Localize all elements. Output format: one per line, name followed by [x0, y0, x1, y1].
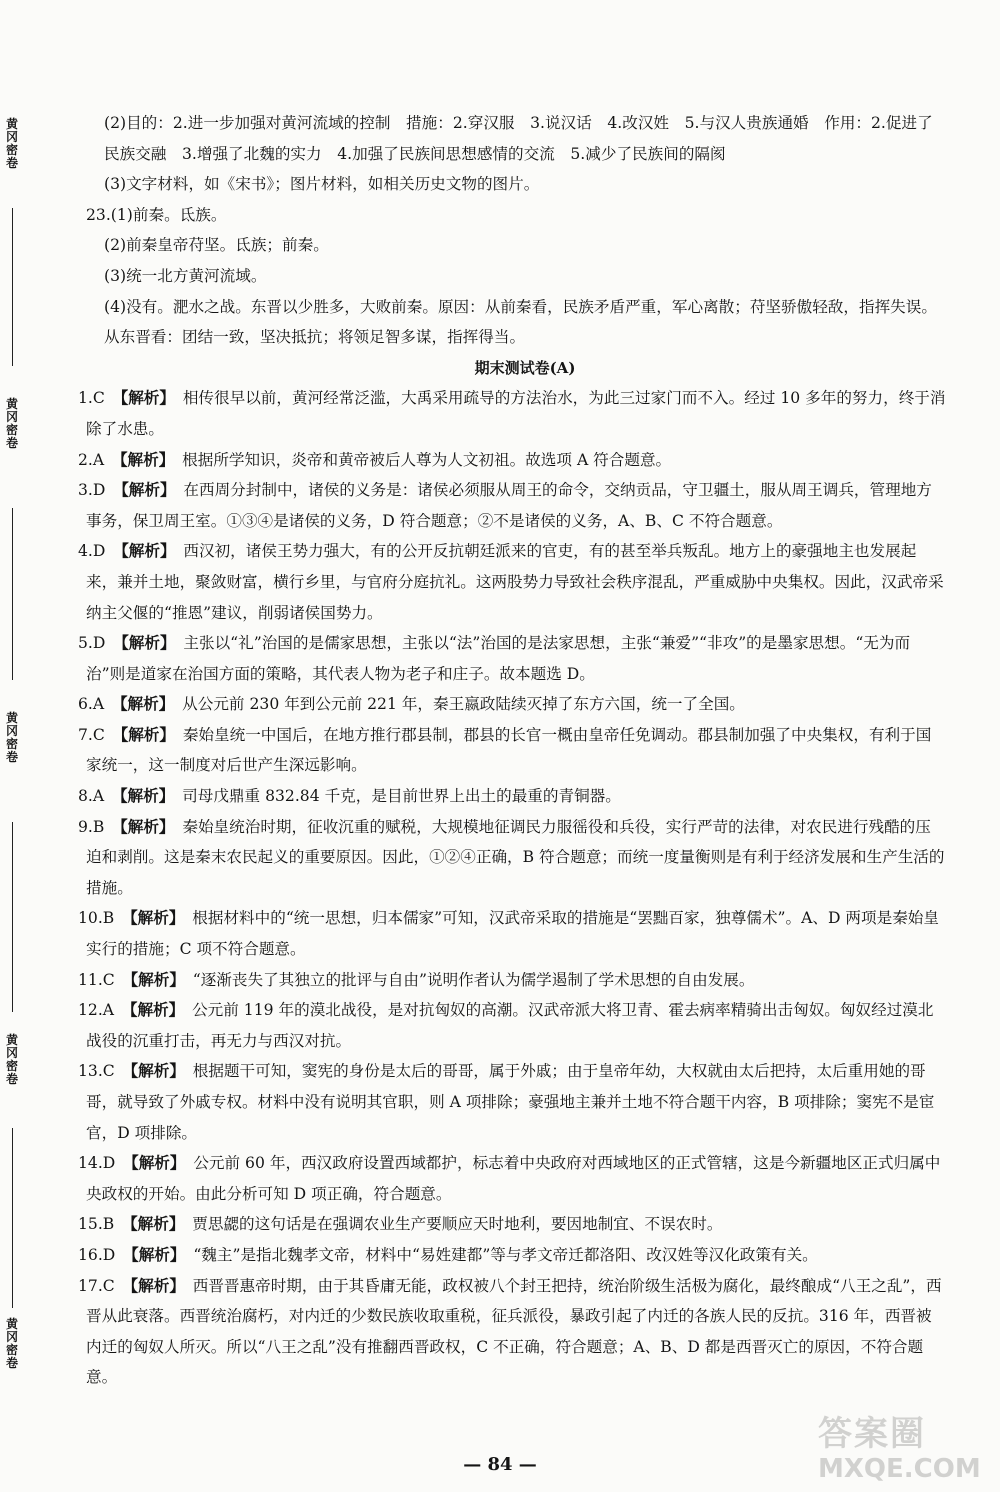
answer-line: (3)文字材料，如《宋书》；图片材料，如相关历史文物的图片。	[104, 175, 540, 194]
margin-label: 黄冈密卷	[5, 1033, 18, 1086]
margin-divider	[12, 208, 13, 366]
answer-number: 13.C	[78, 1062, 115, 1081]
analysis-text: 西汉初，诸侯王势力强大，有的公开反抗朝廷派来的官吏，有的甚至举兵叛乱。地方上的豪强地主也发展起来，兼并土地，聚敛财富，横行乡里，与官府分庭抗礼。这两股势力导致社会秩序混乱，严重威胁中央集权。因此，汉武帝采纳主父偃的“推恩”建议，削弱诸侯国势力。	[86, 542, 944, 622]
analysis-text: 秦始皇统治时期，征收沉重的赋税，大规模地征调民力服徭役和兵役，实行严苛的法律，对农民进行残酷的压迫和剥削。这是秦末农民起义的重要原因。因此，①②④正确，B 符合题意；而统一度量衡则是有利于经济发展和生产生活的措施。	[86, 817, 945, 897]
analysis-tag: 【解析】	[119, 694, 167, 714]
answer-item	[78, 812, 946, 904]
analysis-text: 从公元前 230 年到公元前 221 年，秦王嬴政陆续灭掉了东方六国，统一了全国。	[182, 695, 745, 714]
answer-number: 3.D	[78, 481, 106, 500]
answer-number: 15.B	[78, 1215, 115, 1234]
margin-divider	[12, 1128, 13, 1308]
analysis-text: 西晋晋惠帝时期，由于其昏庸无能，政权被八个封王把持，统治阶级生活极为腐化，最终酿成“八王之乱”，西晋从此衰落。西晋统治腐朽，对内迁的少数民族收取重税，征兵派役，暴政引起了内迁的各族人民的反抗。316 年，西晋被内迁的匈奴人所灭。所以“八王之乱”没有推翻西晋政权，C 不正确，符合题意；A、B、D 都是西晋灭亡的原因，不符合题意。	[86, 1276, 942, 1387]
analysis-tag: 【解析】	[120, 724, 168, 744]
answer-item	[78, 1056, 946, 1148]
analysis-text: “逐渐丧失了其独立的批评与自由”说明作者认为儒学遏制了学术思想的自由发展。	[192, 970, 755, 989]
answer-number: 11.C	[78, 970, 115, 989]
exam-title: 期末测试卷(A)	[474, 358, 576, 377]
analysis-text: 主张以“礼”治国的是儒家思想，主张以“法”治国的是法家思想，主张“兼爱”“非攻”的是墨家思想。“无为而治”则是道家在治国方面的策略，其代表人物为老子和庄子。故本题选 D。	[86, 634, 911, 683]
answer-item	[78, 1209, 946, 1240]
watermark-url: MXQE.COM	[818, 1454, 981, 1484]
analysis-text: 根据材料中的“统一思想，归本儒家”可知，汉武帝采取的措施是“罢黜百家，独尊儒术”。A、D 两项是秦始皇实行的措施；C 项不符合题意。	[86, 909, 939, 959]
answer-item	[78, 781, 946, 812]
answer-line: (3)统一北方黄河流域。	[104, 266, 267, 285]
answer-number: 1.C	[78, 389, 105, 408]
answer-item	[78, 628, 946, 689]
answer-item	[78, 903, 946, 964]
answer-item	[78, 965, 946, 996]
answer-number: 10.B	[78, 909, 115, 928]
margin-label: 黄冈密卷	[5, 117, 18, 170]
site-watermark	[818, 1414, 988, 1488]
analysis-text: 秦始皇统一中国后，在地方推行郡县制，郡县的长官一概由皇帝任免调动。郡县制加强了中央集权，有利于国家统一，这一制度对后世产生深远影响。	[86, 725, 932, 775]
answer-number: 9.B	[78, 817, 105, 836]
answer-number: 4.D	[78, 542, 106, 561]
analysis-tag: 【解析】	[130, 1244, 178, 1264]
answer-number: 2.A	[78, 450, 105, 469]
answer-number: 7.C	[78, 725, 105, 744]
analysis-text: 公元前 119 年的漠北战役，是对抗匈奴的高潮。汉武帝派大将卫青、霍去病率精骑出击匈奴。匈奴经过漠北战役的沉重打击，再无力与西汉对抗。	[86, 1001, 934, 1050]
analysis-tag: 【解析】	[130, 1061, 178, 1081]
analysis-tag: 【解析】	[129, 1000, 177, 1020]
margin-label: 黄冈密卷	[5, 711, 18, 764]
analysis-tag: 【解析】	[130, 969, 178, 989]
margin-divider	[12, 508, 13, 680]
analysis-text: 贾思勰的这句话是在强调农业生产要顺应天时地利，要因地制宜、不误农时。	[192, 1215, 723, 1234]
analysis-tag: 【解析】	[129, 908, 177, 928]
answer-number: 16.D	[78, 1245, 116, 1264]
page-number: — 84 —	[463, 1454, 537, 1475]
analysis-text: 根据所学知识，炎帝和黄帝被后人尊为人文初祖。故选项 A 符合题意。	[182, 450, 672, 469]
analysis-tag: 【解析】	[129, 1214, 177, 1234]
answer-line: (2)前秦皇帝苻坚。氐族；前秦。	[104, 236, 329, 255]
binding-margin	[0, 0, 26, 1492]
answer-number: 6.A	[78, 695, 105, 714]
analysis-text: 相传很早以前，黄河经常泛滥，大禹采用疏导的方法治水，为此三过家门而不入。经过 10 多年的努力，终于消除了水患。	[86, 389, 946, 438]
analysis-tag: 【解析】	[119, 786, 167, 806]
analysis-text: 在西周分封制中，诸侯的义务是：诸侯必须服从周王的命令，交纳贡品，守卫疆土，服从周王调兵，管理地方事务，保卫周王室。①③④是诸侯的义务，D 符合题意；②不是诸侯的义务，A、B、C 不符合题意。	[86, 481, 932, 530]
analysis-tag: 【解析】	[121, 633, 168, 653]
answer-item	[78, 720, 946, 781]
margin-divider	[12, 822, 13, 1012]
answer-item	[78, 536, 946, 628]
analysis-text: “魏主”是指北魏孝文帝，材料中“易姓建都”等与孝文帝迁都洛阳、改汉姓等汉化政策有关。	[193, 1245, 818, 1264]
analysis-text: 司母戊鼎重 832.84 千克，是目前世界上出土的最重的青铜器。	[182, 787, 621, 806]
watermark-logo-text: 答案圈	[818, 1414, 926, 1454]
margin-label: 黄冈密卷	[5, 397, 18, 450]
answer-item	[78, 475, 946, 536]
answer-number: 17.C	[78, 1276, 115, 1295]
answer-item	[78, 1148, 946, 1209]
analysis-tag: 【解析】	[119, 816, 167, 836]
analysis-tag: 【解析】	[121, 480, 168, 500]
analysis-tag: 【解析】	[130, 1275, 178, 1295]
answer-item	[78, 995, 946, 1056]
analysis-tag: 【解析】	[119, 449, 167, 469]
answer-list	[78, 383, 946, 1393]
answer-item	[78, 689, 946, 720]
answer-line: (4)没有。淝水之战。东晋以少胜多，大败前秦。原因：从前秦看，民族矛盾严重，军心离散；苻坚骄傲轻敌，指挥失误。从东晋看：团结一致，坚决抵抗；将领足智多谋，指挥得当。	[104, 297, 937, 347]
answer-number: 14.D	[78, 1154, 116, 1173]
answer-item	[78, 445, 946, 476]
analysis-text: 公元前 60 年，西汉政府设置西域都护，标志着中央政府对西域地区的正式管辖，这是今新疆地区正式归属中央政权的开始。由此分析可知 D 项正确，符合题意。	[86, 1154, 941, 1203]
analysis-text: 根据题干可知，窦宪的身份是太后的哥哥，属于外戚；由于皇帝年幼，大权就由太后把持，太后重用她的哥哥，就导致了外戚专权。材料中没有说明其官职，则 A 项排除；豪强地主兼并土地不符合题干内容，B 项排除；窦宪不是宦官，D 项排除。	[86, 1062, 935, 1142]
answer-item	[78, 383, 946, 444]
answer-number: 8.A	[78, 787, 105, 806]
answer-item	[78, 1271, 946, 1393]
analysis-tag: 【解析】	[120, 388, 168, 408]
analysis-tag: 【解析】	[130, 1153, 178, 1173]
margin-label: 黄冈密卷	[5, 1317, 18, 1370]
answer-number: 5.D	[78, 634, 106, 653]
analysis-tag: 【解析】	[121, 541, 168, 561]
answer-line: (2)目的：2.进一步加强对黄河流域的控制 措施：2.穿汉服 3.说汉话 4.改汉姓 5.与汉人贵族通婚 作用：2.促进了民族交融 3.增强了北魏的实力 4.加强了民族间思想感情的交流 5.减少了民族间的隔阂	[104, 114, 933, 163]
answer-number: 12.A	[78, 1001, 115, 1020]
answer-line: 23.(1)前秦。氐族。	[86, 205, 227, 224]
answer-content	[78, 108, 946, 1393]
answer-item	[78, 1240, 946, 1271]
